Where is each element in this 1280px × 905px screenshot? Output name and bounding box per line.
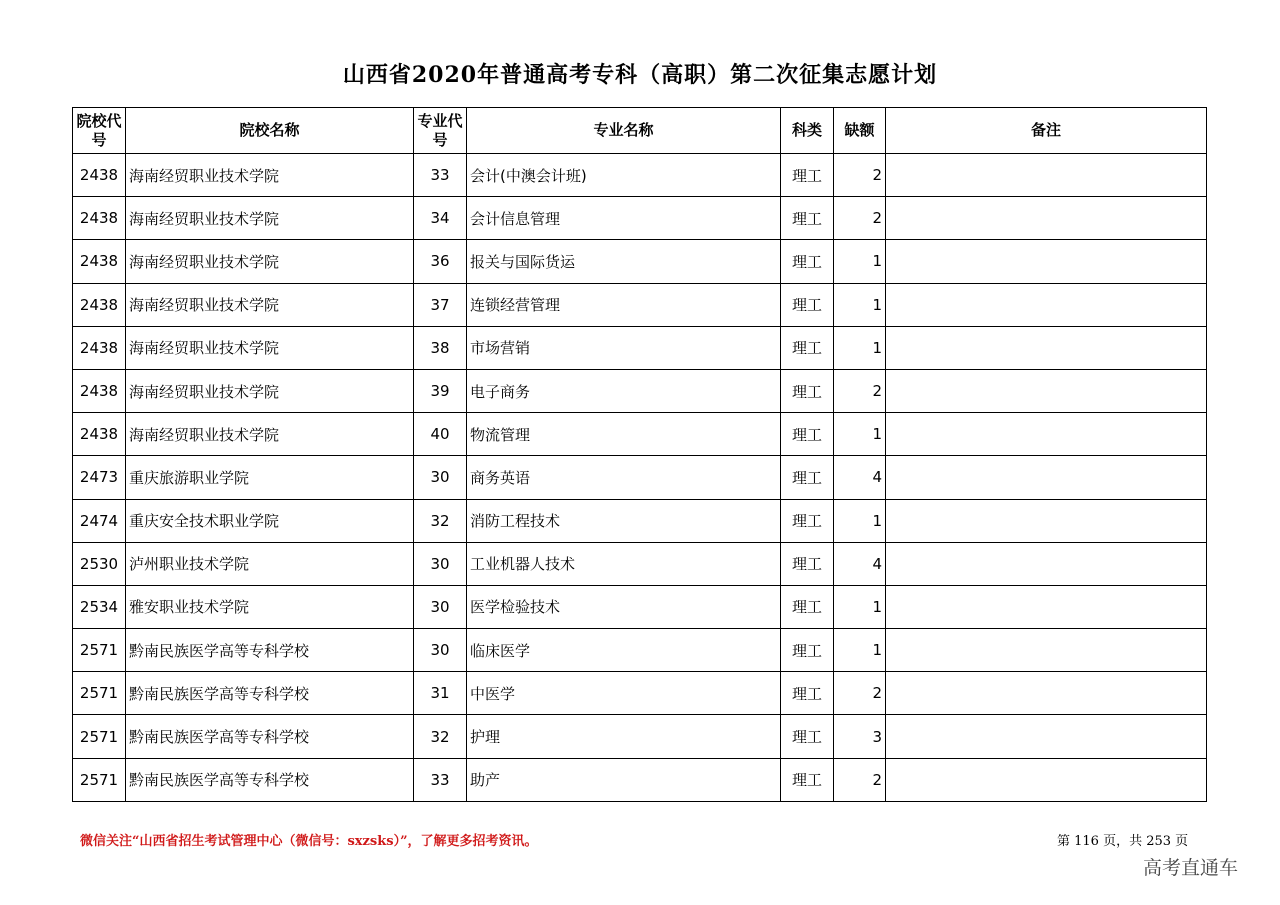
cell-major-code: 33 <box>414 154 467 197</box>
cell-major-code: 30 <box>414 585 467 628</box>
cell-school-name: 泸州职业技术学院 <box>126 542 414 585</box>
cell-major-name: 助产 <box>467 758 781 801</box>
cell-quota: 2 <box>834 197 886 240</box>
table-row <box>73 456 1207 499</box>
header-school-name: 院校名称 <box>126 108 414 154</box>
cell-major-name: 连锁经营管理 <box>467 283 781 326</box>
cell-remark <box>886 672 1207 715</box>
cell-remark <box>886 326 1207 369</box>
header-major-code: 专业代号 <box>414 108 467 154</box>
wechat-notice: 微信关注“山西省招生考试管理中心（微信号：sxzsks）”，了解更多招考资讯。 <box>80 834 538 849</box>
table-row <box>73 154 1207 197</box>
cell-category: 理工 <box>781 197 834 240</box>
cell-category: 理工 <box>781 369 834 412</box>
cell-quota: 4 <box>834 542 886 585</box>
cell-major-name: 会计信息管理 <box>467 197 781 240</box>
table-row <box>73 197 1207 240</box>
cell-major-name: 电子商务 <box>467 369 781 412</box>
cell-school-code: 2571 <box>73 629 126 672</box>
cell-school-name: 海南经贸职业技术学院 <box>126 240 414 283</box>
cell-remark <box>886 240 1207 283</box>
cell-category: 理工 <box>781 585 834 628</box>
cell-major-code: 39 <box>414 369 467 412</box>
cell-school-code: 2438 <box>73 326 126 369</box>
cell-major-code: 33 <box>414 758 467 801</box>
header-major-name: 专业名称 <box>467 108 781 154</box>
cell-school-code: 2474 <box>73 499 126 542</box>
table-row <box>73 369 1207 412</box>
table-row <box>73 715 1207 758</box>
cell-major-name: 医学检验技术 <box>467 585 781 628</box>
table-row <box>73 629 1207 672</box>
cell-quota: 1 <box>834 629 886 672</box>
cell-school-name: 海南经贸职业技术学院 <box>126 369 414 412</box>
cell-quota: 1 <box>834 283 886 326</box>
cell-quota: 1 <box>834 413 886 456</box>
cell-quota: 1 <box>834 326 886 369</box>
cell-major-name: 物流管理 <box>467 413 781 456</box>
cell-school-name: 雅安职业技术学院 <box>126 585 414 628</box>
cell-quota: 2 <box>834 369 886 412</box>
cell-major-code: 36 <box>414 240 467 283</box>
cell-quota: 2 <box>834 758 886 801</box>
cell-quota: 1 <box>834 585 886 628</box>
table-row <box>73 326 1207 369</box>
cell-major-code: 30 <box>414 542 467 585</box>
table-row <box>73 542 1207 585</box>
cell-school-code: 2438 <box>73 240 126 283</box>
cell-category: 理工 <box>781 542 834 585</box>
cell-school-name: 海南经贸职业技术学院 <box>126 283 414 326</box>
cell-school-name: 海南经贸职业技术学院 <box>126 326 414 369</box>
watermark: 高考直通车 <box>1143 857 1239 879</box>
cell-category: 理工 <box>781 758 834 801</box>
table-row <box>73 672 1207 715</box>
table-row <box>73 413 1207 456</box>
cell-category: 理工 <box>781 672 834 715</box>
cell-category: 理工 <box>781 154 834 197</box>
cell-school-name: 黔南民族医学高等专科学校 <box>126 758 414 801</box>
cell-category: 理工 <box>781 499 834 542</box>
header-quota: 缺额 <box>834 108 886 154</box>
cell-school-name: 海南经贸职业技术学院 <box>126 154 414 197</box>
table-row <box>73 585 1207 628</box>
cell-remark <box>886 369 1207 412</box>
cell-remark <box>886 197 1207 240</box>
cell-quota: 1 <box>834 240 886 283</box>
cell-school-name: 黔南民族医学高等专科学校 <box>126 629 414 672</box>
cell-quota: 1 <box>834 499 886 542</box>
cell-school-code: 2438 <box>73 154 126 197</box>
header-school-code: 院校代号 <box>73 108 126 154</box>
cell-school-code: 2571 <box>73 715 126 758</box>
cell-school-code: 2571 <box>73 758 126 801</box>
cell-category: 理工 <box>781 240 834 283</box>
cell-major-name: 消防工程技术 <box>467 499 781 542</box>
cell-major-name: 会计(中澳会计班) <box>467 154 781 197</box>
cell-major-code: 30 <box>414 456 467 499</box>
cell-remark <box>886 629 1207 672</box>
cell-school-code: 2530 <box>73 542 126 585</box>
cell-school-code: 2473 <box>73 456 126 499</box>
cell-major-code: 30 <box>414 629 467 672</box>
cell-major-name: 报关与国际货运 <box>467 240 781 283</box>
cell-category: 理工 <box>781 326 834 369</box>
cell-major-name: 临床医学 <box>467 629 781 672</box>
cell-major-code: 32 <box>414 499 467 542</box>
cell-school-code: 2438 <box>73 197 126 240</box>
cell-school-name: 重庆安全技术职业学院 <box>126 499 414 542</box>
cell-school-name: 黔南民族医学高等专科学校 <box>126 672 414 715</box>
cell-school-code: 2438 <box>73 283 126 326</box>
cell-school-name: 海南经贸职业技术学院 <box>126 197 414 240</box>
cell-major-code: 32 <box>414 715 467 758</box>
page-number: 第 116 页，共 253 页 <box>1057 834 1189 849</box>
cell-school-code: 2438 <box>73 369 126 412</box>
header-category: 科类 <box>781 108 834 154</box>
cell-school-code: 2438 <box>73 413 126 456</box>
cell-school-name: 重庆旅游职业学院 <box>126 456 414 499</box>
cell-remark <box>886 758 1207 801</box>
cell-major-code: 40 <box>414 413 467 456</box>
cell-major-name: 市场营销 <box>467 326 781 369</box>
cell-major-code: 38 <box>414 326 467 369</box>
cell-category: 理工 <box>781 413 834 456</box>
cell-quota: 2 <box>834 154 886 197</box>
cell-school-name: 黔南民族医学高等专科学校 <box>126 715 414 758</box>
cell-category: 理工 <box>781 629 834 672</box>
cell-school-name: 海南经贸职业技术学院 <box>126 413 414 456</box>
page-title: 山西省2020年普通高考专科（高职）第二次征集志愿计划 <box>342 62 938 88</box>
cell-quota: 3 <box>834 715 886 758</box>
cell-major-name: 护理 <box>467 715 781 758</box>
table-row <box>73 283 1207 326</box>
cell-remark <box>886 413 1207 456</box>
cell-category: 理工 <box>781 715 834 758</box>
cell-category: 理工 <box>781 283 834 326</box>
cell-major-name: 工业机器人技术 <box>467 542 781 585</box>
cell-school-code: 2534 <box>73 585 126 628</box>
cell-remark <box>886 585 1207 628</box>
table-row <box>73 240 1207 283</box>
cell-quota: 2 <box>834 672 886 715</box>
cell-major-code: 31 <box>414 672 467 715</box>
cell-remark <box>886 499 1207 542</box>
cell-major-code: 34 <box>414 197 467 240</box>
cell-school-code: 2571 <box>73 672 126 715</box>
table-row <box>73 499 1207 542</box>
enrollment-plan-table <box>72 107 1207 802</box>
cell-major-code: 37 <box>414 283 467 326</box>
table-row <box>73 758 1207 801</box>
cell-remark <box>886 283 1207 326</box>
cell-category: 理工 <box>781 456 834 499</box>
cell-major-name: 商务英语 <box>467 456 781 499</box>
cell-remark <box>886 715 1207 758</box>
cell-remark <box>886 456 1207 499</box>
cell-major-name: 中医学 <box>467 672 781 715</box>
cell-remark <box>886 542 1207 585</box>
header-remark: 备注 <box>886 108 1207 154</box>
table-header-row <box>73 108 1207 154</box>
cell-quota: 4 <box>834 456 886 499</box>
cell-remark <box>886 154 1207 197</box>
